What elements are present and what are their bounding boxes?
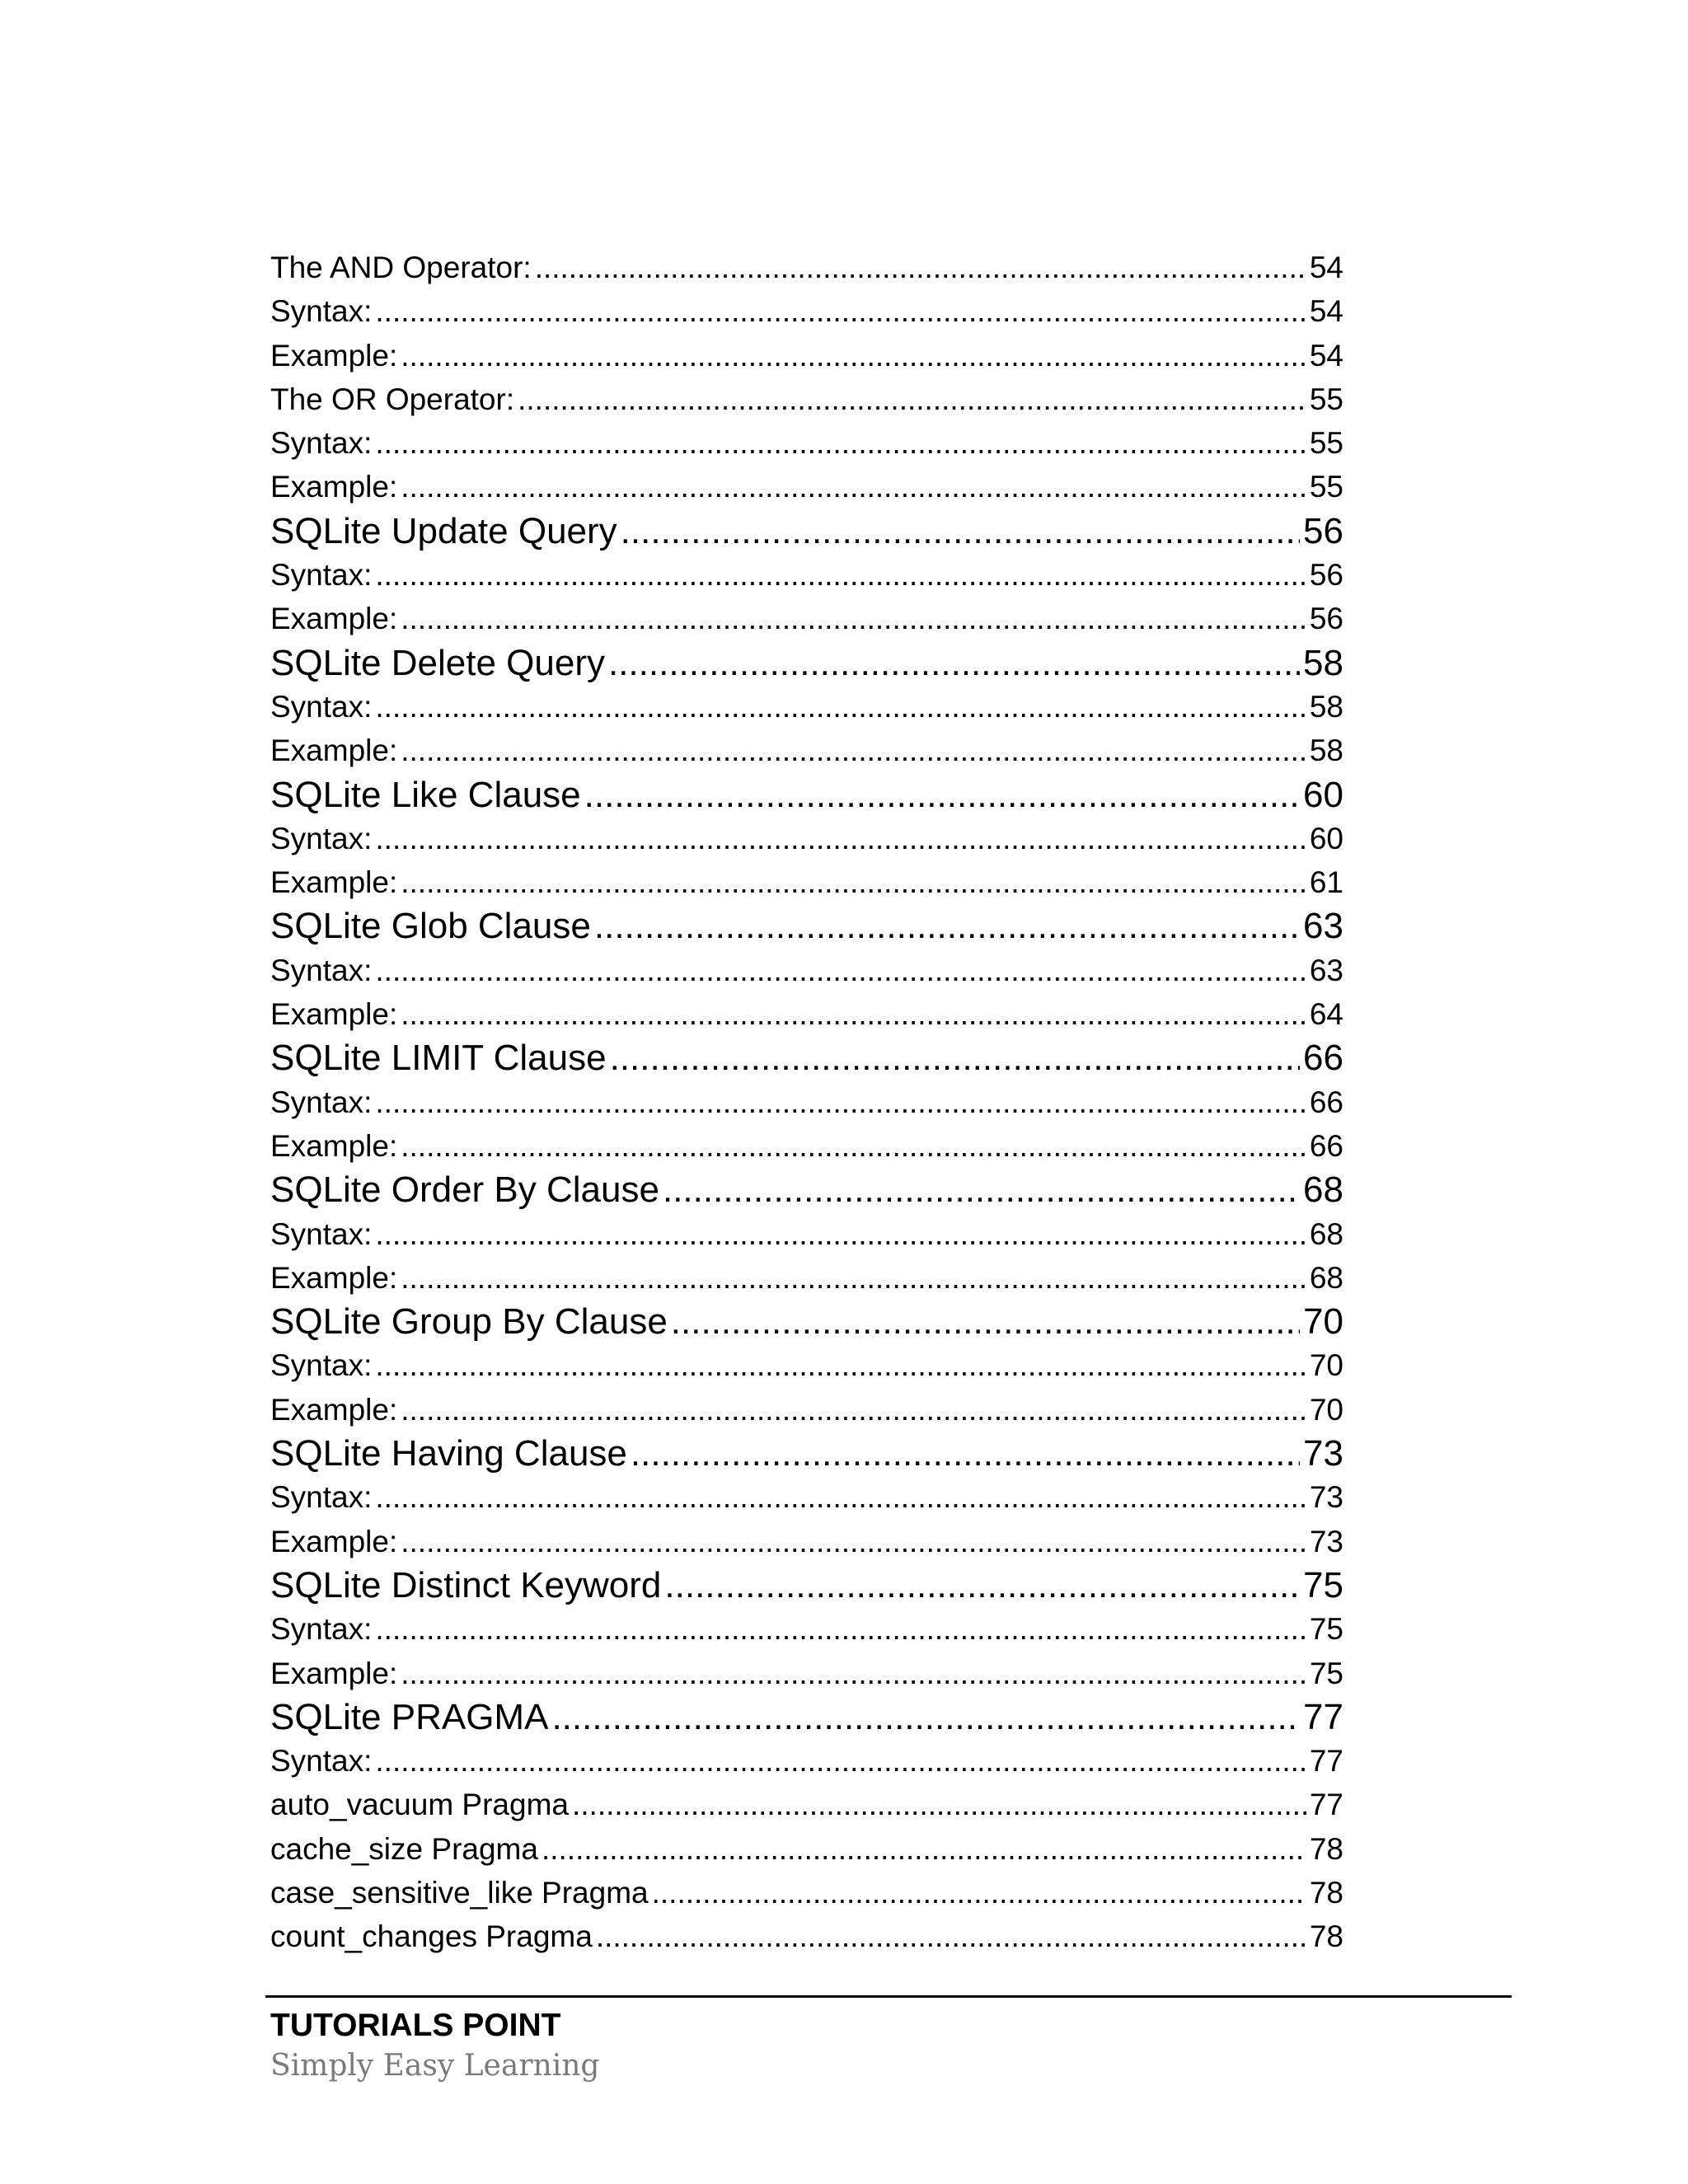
toc-entry[interactable] [270,1212,1343,1256]
toc-dot-leader [375,1080,1306,1124]
toc-entry-title: The AND Operator: [270,251,532,284]
toc-entry[interactable] [270,1432,1343,1475]
toc-entry-page-number: 56 [1309,558,1343,593]
toc-entry-page-number: 63 [1303,906,1343,947]
toc-entry-page-number: 75 [1303,1564,1343,1605]
toc-entry-title: Example: [270,997,398,1032]
toc-entry[interactable] [270,1739,1343,1783]
toc-dot-leader [594,904,1300,948]
toc-entry-title: auto_vacuum Pragma [270,1788,569,1822]
toc-dot-leader [551,1695,1300,1739]
toc-dot-leader [375,1607,1306,1651]
toc-entry-page-number: 68 [1303,1169,1343,1211]
toc-entry-title: Syntax: [270,1480,373,1515]
toc-dot-leader [401,992,1306,1036]
toc-entry-page-number: 54 [1309,338,1343,373]
toc-dot-leader [631,1432,1300,1475]
toc-entry-page-number: 58 [1303,642,1343,683]
toc-entry-title: Example: [270,602,398,636]
toc-entry-page-number: 63 [1309,953,1343,987]
toc-dot-leader [375,421,1306,465]
toc-dot-leader [375,289,1306,333]
toc-entry-title: Syntax: [270,953,373,987]
toc-dot-leader [375,685,1306,729]
toc-dot-leader [542,1827,1306,1871]
toc-entry-page-number: 55 [1309,426,1343,461]
toc-entry-title: Syntax: [270,1744,373,1779]
toc-entry-title: Syntax: [270,689,373,724]
toc-entry-page-number: 75 [1309,1612,1343,1647]
toc-dot-leader [535,246,1306,289]
toc-entry-page-number: 70 [1309,1348,1343,1383]
toc-entry[interactable] [270,553,1343,597]
toc-entry[interactable] [270,1080,1343,1124]
table-of-contents [270,246,1343,1959]
toc-entry-page-number: 54 [1309,294,1343,329]
toc-entry[interactable] [270,904,1343,948]
toc-entry-title: SQLite Glob Clause [270,906,591,947]
toc-entry-page-number: 66 [1309,1085,1343,1119]
toc-dot-leader [584,773,1300,817]
toc-entry-title: Example: [270,1524,398,1558]
toc-entry-page-number: 68 [1309,1216,1343,1251]
toc-entry[interactable] [270,377,1343,421]
toc-entry-page-number: 73 [1309,1480,1343,1515]
toc-entry-title: The OR Operator: [270,382,515,416]
toc-entry-title: Example: [270,733,398,768]
toc-entry-page-number: 68 [1309,1260,1343,1295]
toc-dot-leader [664,1563,1300,1607]
toc-entry-page-number: 66 [1309,1128,1343,1163]
toc-entry-title: Example: [270,1128,398,1163]
toc-entry-title: SQLite Distinct Keyword [270,1564,662,1605]
toc-entry-page-number: 61 [1309,865,1343,900]
toc-entry[interactable] [270,1827,1343,1871]
toc-entry[interactable] [270,509,1343,553]
toc-entry-title: SQLite Order By Clause [270,1169,659,1211]
toc-dot-leader [621,509,1300,553]
toc-entry-page-number: 73 [1309,1524,1343,1558]
toc-entry[interactable] [270,685,1343,729]
toc-entry-title: Syntax: [270,1216,373,1251]
toc-dot-leader [401,1652,1306,1695]
toc-entry-title: SQLite Delete Query [270,642,605,683]
toc-entry-page-number: 78 [1309,1919,1343,1954]
toc-entry-title: Example: [270,338,398,373]
toc-entry[interactable] [270,1871,1343,1915]
toc-entry-title: Syntax: [270,426,373,461]
toc-dot-leader [401,860,1306,904]
toc-dot-leader [572,1783,1306,1826]
toc-entry[interactable] [270,773,1343,817]
toc-dot-leader [401,1520,1306,1563]
toc-dot-leader [375,1739,1306,1783]
toc-entry[interactable] [270,597,1343,640]
toc-entry[interactable] [270,1652,1343,1695]
toc-dot-leader [401,1124,1306,1168]
toc-entry-page-number: 66 [1303,1038,1343,1079]
toc-dot-leader [401,1256,1306,1300]
toc-entry-title: Example: [270,1656,398,1690]
toc-dot-leader [375,817,1306,860]
toc-entry-page-number: 78 [1309,1831,1343,1866]
toc-entry-title: Example: [270,470,398,504]
toc-entry-title: Syntax: [270,821,373,855]
toc-entry[interactable] [270,860,1343,904]
toc-entry-page-number: 70 [1309,1392,1343,1427]
toc-dot-leader [610,1036,1300,1080]
toc-entry-page-number: 58 [1309,733,1343,768]
toc-entry-title: SQLite Update Query [270,510,617,551]
footer-tagline: Simply Easy Learning [270,2049,600,2083]
toc-entry[interactable] [270,1388,1343,1432]
toc-entry-page-number: 56 [1309,602,1343,636]
toc-dot-leader [652,1871,1306,1915]
toc-entry[interactable] [270,1256,1343,1300]
toc-entry-page-number: 55 [1309,382,1343,416]
toc-entry[interactable] [270,465,1343,509]
toc-entry-title: Syntax: [270,294,373,329]
toc-dot-leader [375,1212,1306,1256]
toc-entry[interactable] [270,1475,1343,1519]
toc-entry[interactable] [270,1343,1343,1387]
toc-entry[interactable] [270,1915,1343,1958]
toc-dot-leader [375,1343,1306,1387]
footer-divider [265,1995,1512,1998]
toc-dot-leader [375,1475,1306,1519]
toc-entry-title: cache_size Pragma [270,1831,538,1866]
toc-entry-page-number: 54 [1309,251,1343,284]
toc-entry[interactable] [270,817,1343,860]
toc-entry-page-number: 73 [1303,1433,1343,1474]
toc-entry-title: Syntax: [270,1085,373,1119]
toc-dot-leader [608,641,1300,685]
toc-entry-title: SQLite Like Clause [270,774,581,815]
toc-dot-leader [663,1168,1300,1212]
toc-entry-title: SQLite PRAGMA [270,1696,549,1737]
toc-entry-page-number: 60 [1309,821,1343,855]
toc-entry-title: Syntax: [270,1612,373,1647]
toc-entry-title: Example: [270,1392,398,1427]
toc-entry-title: Syntax: [270,558,373,593]
toc-entry[interactable] [270,289,1343,333]
toc-entry-page-number: 56 [1303,510,1343,551]
toc-entry-page-number: 77 [1309,1788,1343,1822]
toc-entry[interactable] [270,1300,1343,1343]
toc-dot-leader [518,377,1306,421]
toc-dot-leader [375,949,1306,992]
toc-entry-title: Example: [270,1260,398,1295]
toc-entry[interactable] [270,1520,1343,1563]
toc-entry-page-number: 58 [1309,689,1343,724]
toc-entry-page-number: 60 [1303,774,1343,815]
toc-dot-leader [401,729,1306,772]
toc-entry-title: count_changes Pragma [270,1919,593,1954]
toc-dot-leader [375,553,1306,597]
toc-dot-leader [401,597,1306,640]
toc-entry-title: Syntax: [270,1348,373,1383]
toc-dot-leader [401,465,1306,509]
toc-entry[interactable] [270,949,1343,992]
toc-entry[interactable] [270,1695,1343,1739]
toc-entry-page-number: 75 [1309,1656,1343,1690]
toc-entry[interactable] [270,1607,1343,1651]
toc-entry-page-number: 55 [1309,470,1343,504]
toc-dot-leader [596,1915,1306,1958]
toc-entry-title: Example: [270,865,398,900]
toc-entry[interactable] [270,729,1343,772]
toc-entry-title: case_sensitive_like Pragma [270,1875,649,1910]
toc-dot-leader [401,334,1306,377]
toc-entry[interactable] [270,334,1343,377]
toc-entry[interactable] [270,246,1343,289]
toc-entry-title: SQLite Having Clause [270,1433,627,1474]
toc-entry[interactable] [270,1563,1343,1607]
toc-entry-page-number: 64 [1309,997,1343,1032]
toc-entry-title: SQLite Group By Clause [270,1301,668,1343]
toc-entry[interactable] [270,1168,1343,1212]
toc-entry-title: SQLite LIMIT Clause [270,1038,607,1079]
toc-dot-leader [401,1388,1306,1432]
toc-entry[interactable] [270,1783,1343,1826]
toc-entry-page-number: 78 [1309,1875,1343,1910]
toc-entry[interactable] [270,641,1343,685]
toc-entry[interactable] [270,1036,1343,1080]
toc-entry[interactable] [270,1124,1343,1168]
toc-dot-leader [671,1300,1300,1343]
toc-entry[interactable] [270,421,1343,465]
footer-brand: TUTORIALS POINT [270,2008,561,2043]
toc-entry[interactable] [270,992,1343,1036]
toc-entry-page-number: 77 [1309,1744,1343,1779]
toc-entry-page-number: 77 [1303,1696,1343,1737]
toc-entry-page-number: 70 [1303,1301,1343,1343]
